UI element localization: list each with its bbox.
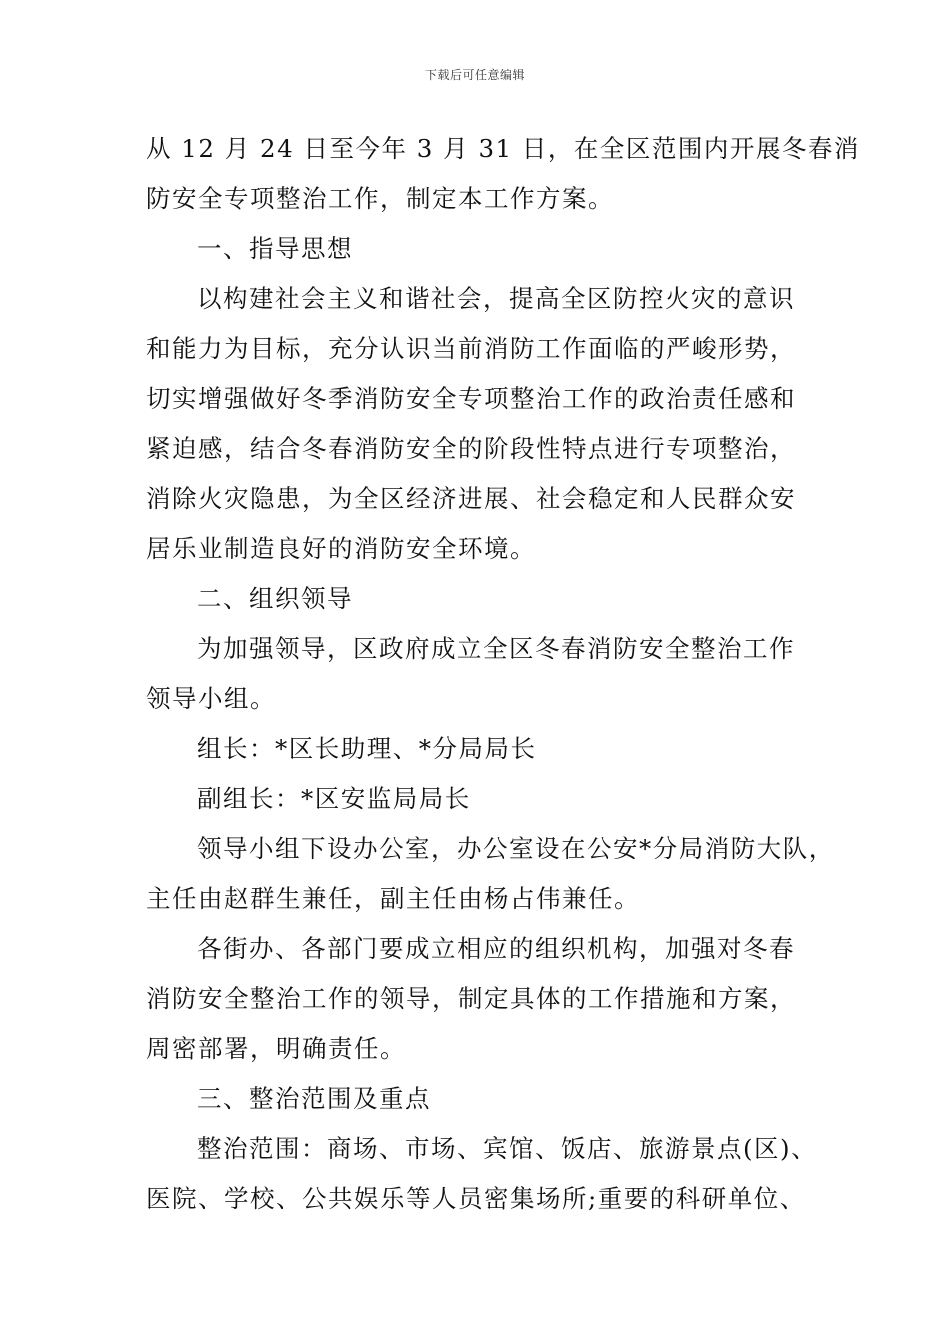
text-line: 消除火灾隐患，为全区经济进展、社会稳定和人民群众安 [146,484,796,513]
text-line: 消防安全整治工作的领导，制定具体的工作措施和方案， [146,984,796,1013]
section-heading: 三、整治范围及重点 [197,1084,431,1113]
text-line: 为加强领导，区政府成立全区冬春消防安全整治工作 [197,634,795,663]
text-line: 主任由赵群生兼任，副主任由杨占伟兼任。 [146,884,640,913]
text-line: 领导小组。 [146,684,276,713]
text-line: 副组长：*区安监局局长 [197,784,471,813]
text-line: 各街办、各部门要成立相应的组织机构，加强对冬春 [197,934,795,963]
text-line: 从 12 月 24 日至今年 3 月 31 日，在全区范围内开展冬春消 [146,134,860,163]
page-header: 下载后可任意编辑 [424,68,525,82]
text-line: 防安全专项整治工作，制定本工作方案。 [146,184,614,213]
section-heading: 二、组织领导 [197,584,353,613]
document-body [146,124,860,1224]
text-line: 居乐业制造良好的消防安全环境。 [146,534,536,563]
text-line: 以构建社会主义和谐社会，提高全区防控火灾的意识 [197,284,795,313]
text-line: 紧迫感，结合冬春消防安全的阶段性特点进行专项整治， [146,434,796,463]
text-line: 领导小组下设办公室，办公室设在公安*分局消防大队， [197,834,835,863]
text-line: 组长：*区长助理、*分局局长 [197,734,537,763]
section-heading: 一、指导思想 [197,234,353,263]
text-line: 医院、学校、公共娱乐等人员密集场所;重要的科研单位、 [146,1184,806,1213]
text-line: 和能力为目标，充分认识当前消防工作面临的严峻形势， [146,334,796,363]
text-line: 整治范围：商场、市场、宾馆、饭店、旅游景点(区)、 [197,1134,818,1163]
text-line: 周密部署，明确责任。 [146,1034,406,1063]
text-line: 切实增强做好冬季消防安全专项整治工作的政治责任感和 [146,384,796,413]
